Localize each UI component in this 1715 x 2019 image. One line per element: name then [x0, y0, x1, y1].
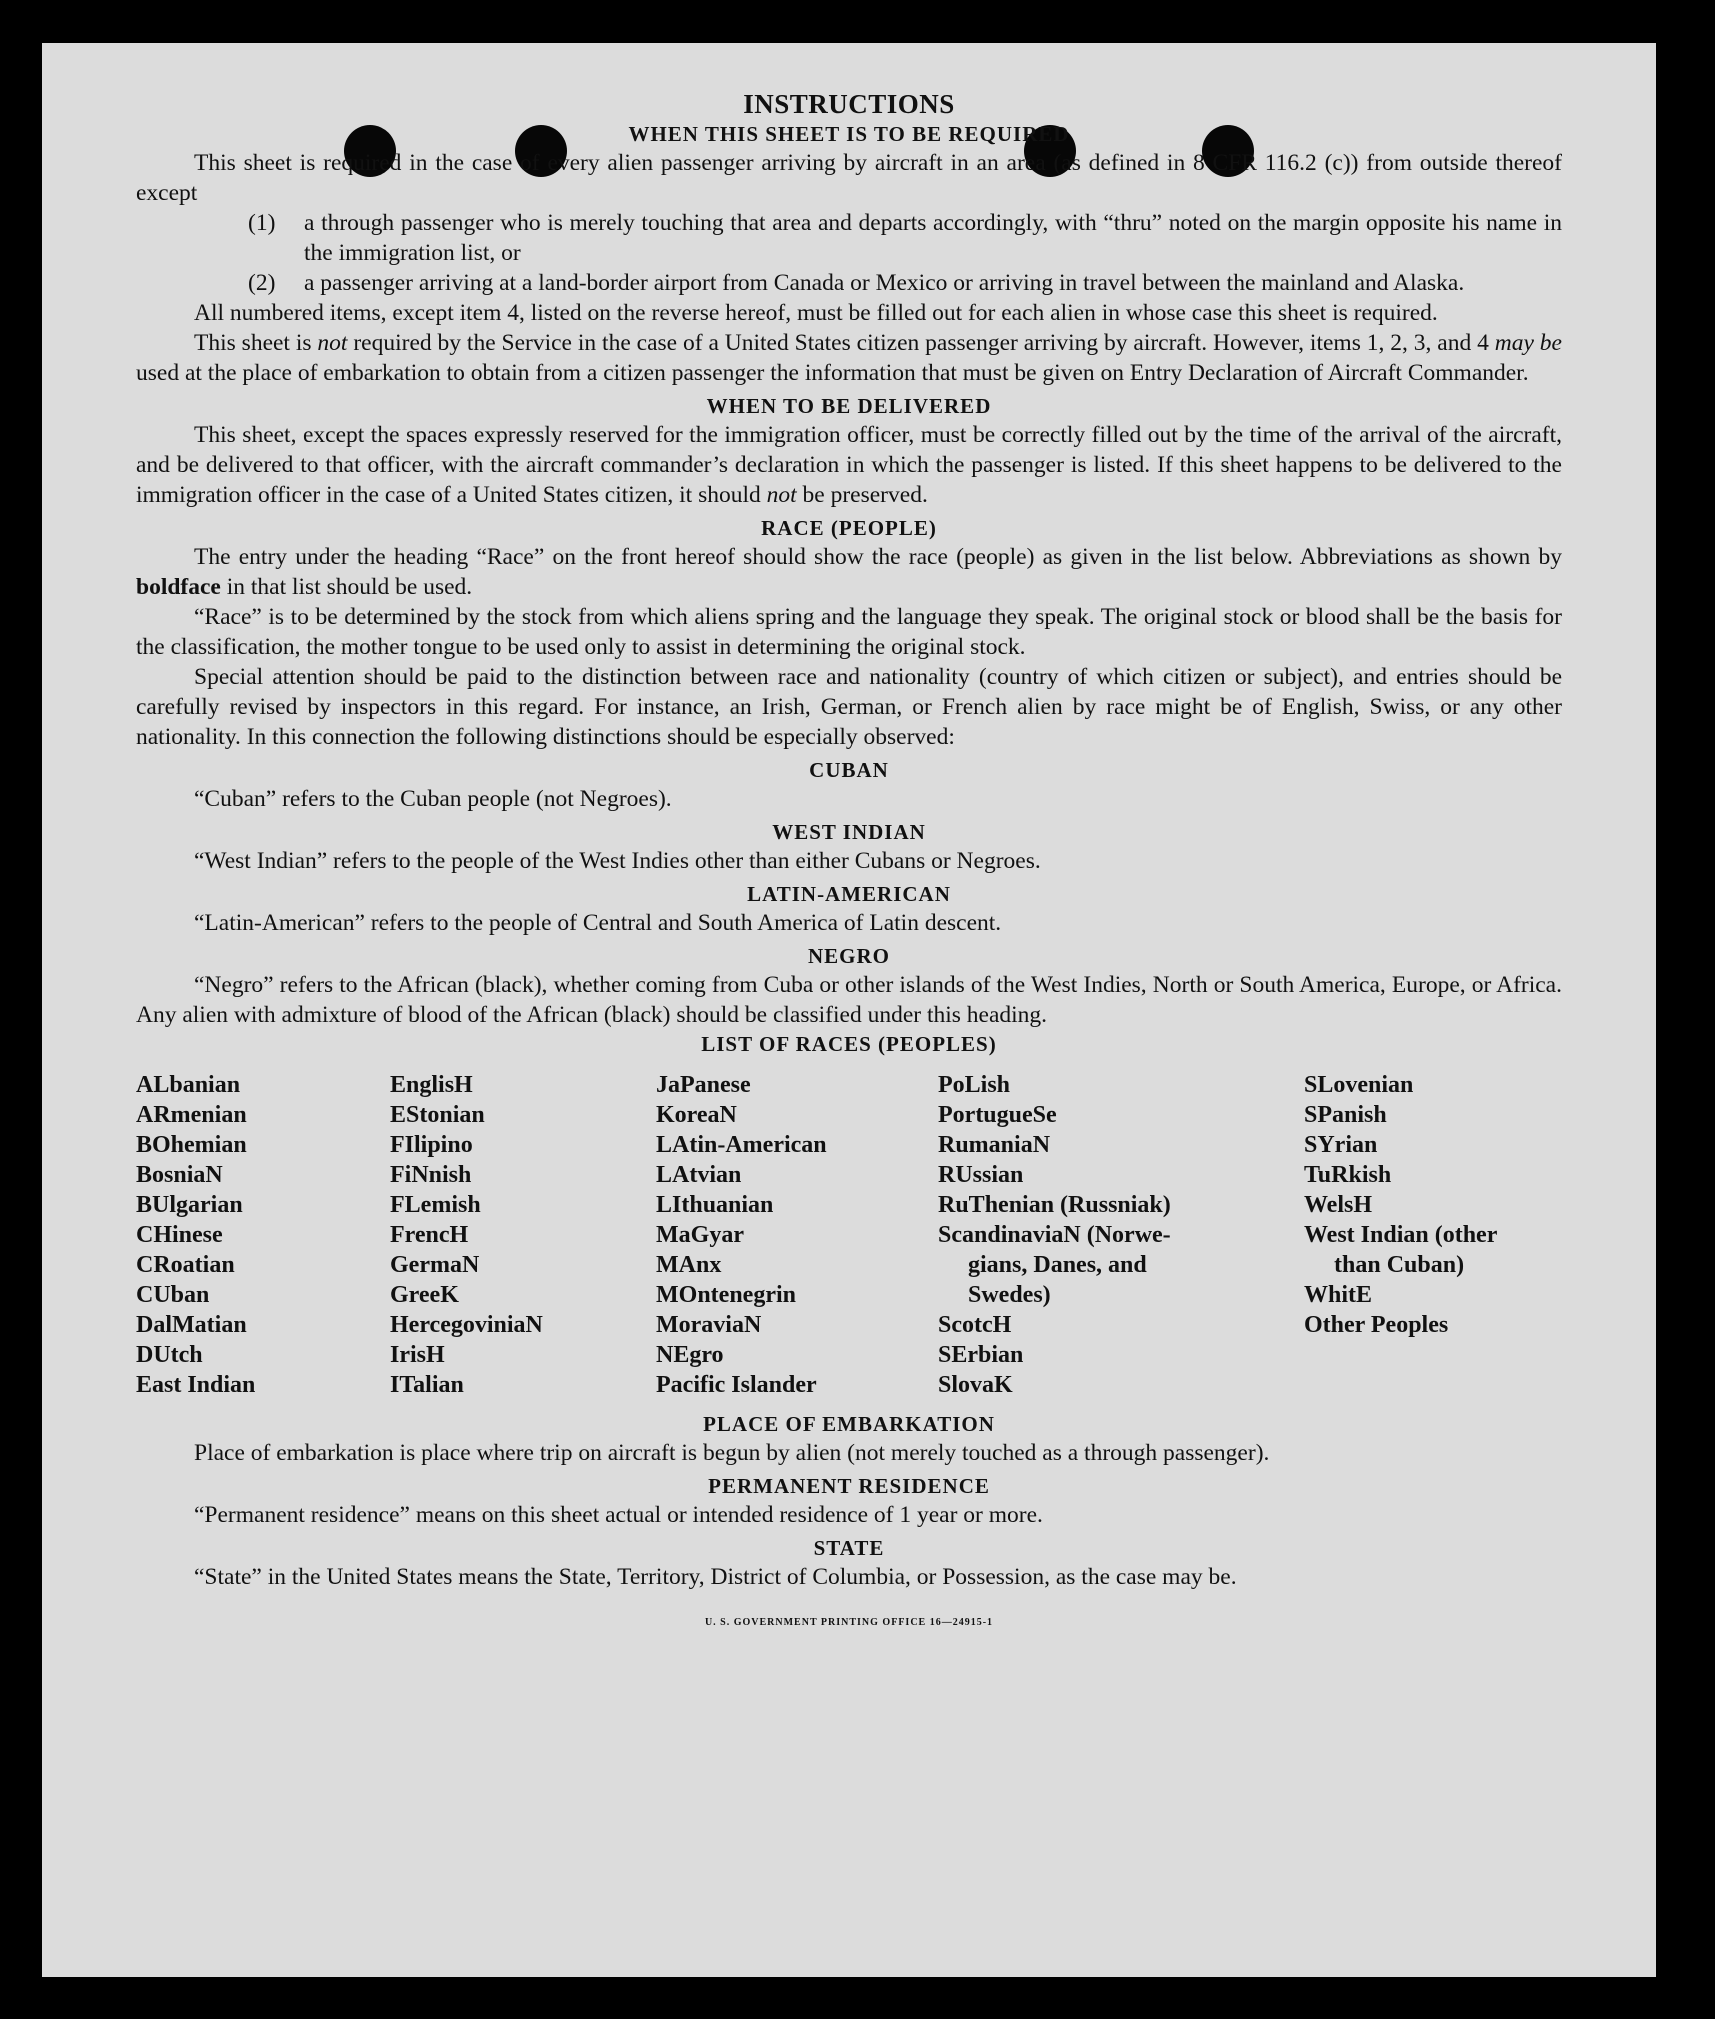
- section-heading-delivered: WHEN TO BE DELIVERED: [706, 394, 992, 418]
- race-entry: IrisH: [390, 1342, 445, 1368]
- race-entry: MoraviaN: [656, 1312, 762, 1338]
- paragraph: “Permanent residence” means on this sheet actual or intended residence of 1 year or more.: [194, 1502, 1043, 1528]
- race-entry: MaGyar: [656, 1222, 744, 1248]
- race-entry: LAtvian: [656, 1162, 742, 1188]
- paragraph: “State” in the United States means the State, Territory, District of Columbia, or Possession, as the case may be.: [194, 1564, 1237, 1590]
- race-entry: ITalian: [390, 1372, 464, 1398]
- text-run: The entry under the heading “Race” on the front hereof should show the race (people) as given in the list below. Abbreviations as shown by: [194, 544, 1562, 570]
- race-entry: PortugueSe: [938, 1102, 1057, 1128]
- race-entry: East Indian: [136, 1372, 256, 1398]
- race-entry: SYrian: [1304, 1132, 1378, 1158]
- race-entry: PoLish: [938, 1072, 1011, 1098]
- section-heading-residence: PERMANENT RESIDENCE: [708, 1474, 990, 1498]
- list-item: [248, 268, 1562, 298]
- race-entry: Other Peoples: [1304, 1312, 1449, 1338]
- races-column: [390, 1070, 656, 1400]
- race-entry: EStonian: [390, 1102, 485, 1128]
- race-entry: gians, Danes, and: [968, 1252, 1147, 1278]
- page-title: INSTRUCTIONS: [743, 89, 955, 119]
- races-column: [1304, 1070, 1554, 1400]
- paragraph: All numbered items, except item 4, listed on the reverse hereof, must be filled out for each alien in whose case this sheet is required.: [194, 300, 1438, 326]
- races-list: [136, 1070, 1562, 1400]
- emphasis: not: [766, 482, 797, 508]
- race-entry: RUssian: [938, 1162, 1024, 1188]
- paragraph: [136, 542, 1562, 602]
- document-content: [136, 88, 1562, 1638]
- race-entry: SLovenian: [1304, 1072, 1414, 1098]
- race-entry: CHinese: [136, 1222, 223, 1248]
- race-entry: JaPanese: [656, 1072, 751, 1098]
- paragraph: [136, 328, 1562, 388]
- paragraph: Special attention should be paid to the distinction between race and nationality (country of which citizen or subject), and entries should be carefully revised by inspectors in this regard. For instance, an Irish, German, or French alien by race might be of English, Swiss, or any other nationality. In this connection the following distinctions should be especially observed:: [136, 664, 1562, 750]
- section-heading-west-indian: WEST INDIAN: [772, 820, 926, 844]
- paragraph: This sheet is required in the case of every alien passenger arriving by aircraft in an area (as defined in 8 CFR 116.2 (c)) from outside thereof except: [136, 150, 1562, 206]
- printer-imprint: U. S. GOVERNMENT PRINTING OFFICE 16—24915-1: [704, 1617, 994, 1628]
- section-heading-state: STATE: [813, 1536, 885, 1560]
- race-entry: DalMatian: [136, 1312, 247, 1338]
- race-entry: GermaN: [390, 1252, 480, 1278]
- race-entry: RuThenian (Russniak): [938, 1192, 1171, 1218]
- race-entry: BUlgarian: [136, 1192, 243, 1218]
- race-entry: DUtch: [136, 1342, 203, 1368]
- paragraph: “West Indian” refers to the people of the West Indies other than either Cubans or Negroes.: [194, 848, 1041, 874]
- paragraph: Place of embarkation is place where trip on aircraft is begun by alien (not merely touched as a through passenger).: [194, 1440, 1270, 1466]
- list-item-text: a passenger arriving at a land-border airport from Canada or Mexico or arriving in travel between the mainland and Alaska.: [304, 270, 1465, 296]
- text-run: This sheet, except the spaces expressly reserved for the immigration officer, must be correctly filled out by the time of the arrival of the aircraft, and be delivered to that officer, with the aircraft commander’s declaration in which the passenger is listed. If this sheet happens to be delivered to the immigration officer in the case of a United States citizen, it should: [136, 422, 1562, 508]
- race-entry: ScotcH: [938, 1312, 1012, 1338]
- race-entry: FiNnish: [390, 1162, 472, 1188]
- race-entry: West Indian (other: [1304, 1222, 1498, 1248]
- races-column: [656, 1070, 938, 1400]
- emphasis: not: [317, 330, 348, 356]
- race-entry: CUban: [136, 1282, 210, 1308]
- race-entry: Swedes): [968, 1282, 1051, 1308]
- text-run: This sheet is: [194, 330, 318, 356]
- race-entry: RumaniaN: [938, 1132, 1051, 1158]
- race-entry: WelsH: [1304, 1192, 1373, 1218]
- race-entry: FLemish: [390, 1192, 481, 1218]
- race-entry: than Cuban): [1334, 1252, 1465, 1278]
- race-entry: CRoatian: [136, 1252, 235, 1278]
- race-entry: ScandinaviaN (Norwe-: [938, 1222, 1171, 1248]
- races-column: [938, 1070, 1304, 1400]
- list-item: [248, 208, 1562, 268]
- section-heading-required: WHEN THIS SHEET IS TO BE REQUIRED: [628, 122, 1070, 146]
- race-entry: MOntenegrin: [656, 1282, 796, 1308]
- race-entry: BOhemian: [136, 1132, 247, 1158]
- text-run: used at the place of embarkation to obtain from a citizen passenger the information that must be given on Entry Declaration of Aircraft Commander.: [136, 360, 1529, 386]
- text-run: required by the Service in the case of a United States citizen passenger arriving by aircraft. However, items 1, 2, 3, and 4: [347, 330, 1495, 356]
- bold-text: boldface: [136, 574, 221, 600]
- race-entry: TuRkish: [1304, 1162, 1392, 1188]
- race-entry: ALbanian: [136, 1072, 241, 1098]
- section-heading-embarkation: PLACE OF EMBARKATION: [703, 1412, 995, 1436]
- section-heading-races-list: LIST OF RACES (PEOPLES): [701, 1032, 997, 1056]
- race-entry: HercegoviniaN: [390, 1312, 543, 1338]
- paragraph: “Negro” refers to the African (black), whether coming from Cuba or other islands of the West Indies, North or South America, Europe, or Africa. Any alien with admixture of blood of the African (black) should be classified under this heading.: [136, 972, 1562, 1028]
- text-run: in that list should be used.: [220, 574, 473, 600]
- paragraph: “Race” is to be determined by the stock from which aliens spring and the language they speak. The original stock or blood shall be the basis for the classification, the mother tongue to be used only to assist in determining the original stock.: [136, 604, 1562, 660]
- section-heading-negro: NEGRO: [807, 944, 890, 968]
- list-item-text: a through passenger who is merely touching that area and departs accordingly, with “thru” noted on the margin opposite his name in the immigration list, or: [304, 210, 1562, 266]
- race-entry: ARmenian: [136, 1102, 247, 1128]
- races-column: [136, 1070, 390, 1400]
- paragraph: [136, 420, 1562, 510]
- list-item-number: (1): [248, 210, 276, 236]
- paragraph: “Latin-American” refers to the people of Central and South America of Latin descent.: [194, 910, 1002, 936]
- race-entry: EnglisH: [390, 1072, 473, 1098]
- section-heading-race: RACE (PEOPLE): [761, 516, 937, 540]
- text-run: be preserved.: [796, 482, 928, 508]
- race-entry: Pacific Islander: [656, 1372, 817, 1398]
- race-entry: LAtin-American: [656, 1132, 827, 1158]
- race-entry: BosniaN: [136, 1162, 223, 1188]
- race-entry: FIlipino: [390, 1132, 473, 1158]
- race-entry: GreeK: [390, 1282, 459, 1308]
- section-heading-cuban: CUBAN: [809, 758, 889, 782]
- emphasis: may be: [1494, 330, 1562, 356]
- race-entry: KoreaN: [656, 1102, 737, 1128]
- race-entry: NEgro: [656, 1342, 724, 1368]
- section-heading-latin-american: LATIN-AMERICAN: [747, 882, 951, 906]
- race-entry: MAnx: [656, 1252, 722, 1278]
- race-entry: FrencH: [390, 1222, 469, 1248]
- list-item-number: (2): [248, 270, 276, 296]
- race-entry: SErbian: [938, 1342, 1024, 1368]
- race-entry: WhitE: [1304, 1282, 1373, 1308]
- race-entry: SPanish: [1304, 1102, 1387, 1128]
- race-entry: SlovaK: [938, 1372, 1013, 1398]
- paragraph: “Cuban” refers to the Cuban people (not Negroes).: [194, 786, 672, 812]
- race-entry: LIthuanian: [656, 1192, 774, 1218]
